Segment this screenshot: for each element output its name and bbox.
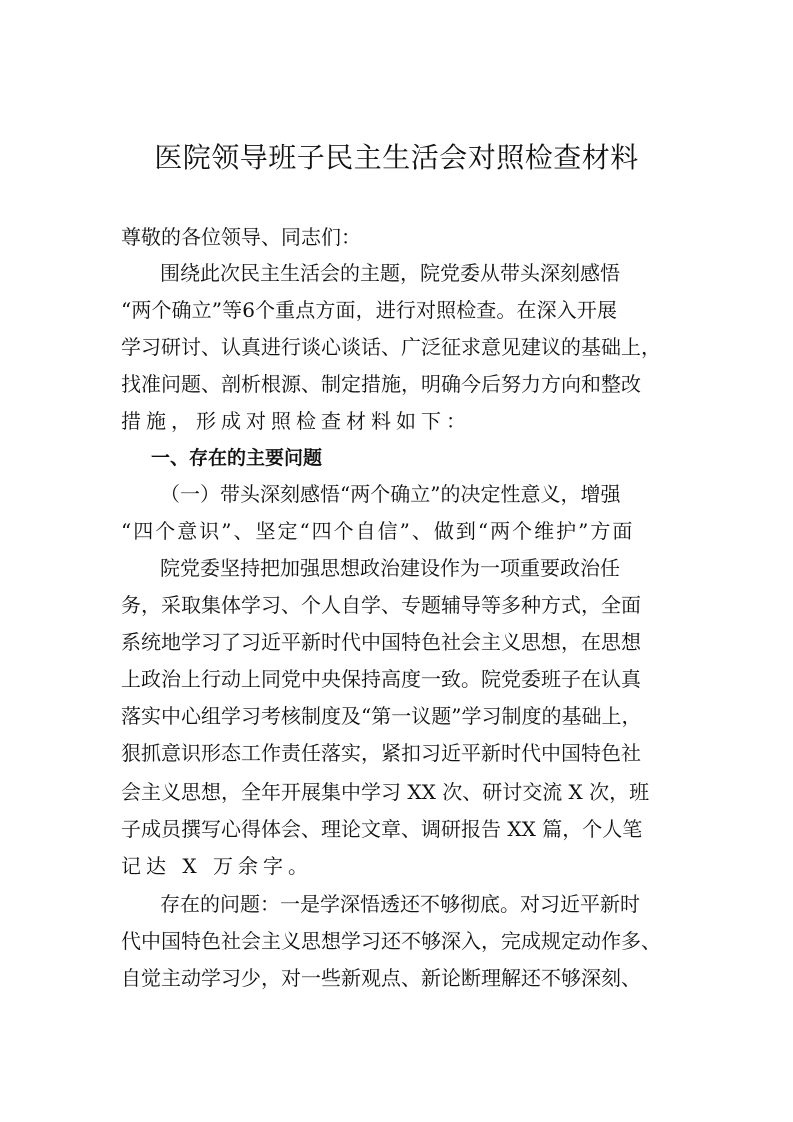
subsection-heading: “四个意识”、坚定“四个自信”、做到“两个维护”方面 [121, 519, 635, 543]
salutation: 尊敬的各位领导、同志们： [121, 225, 361, 249]
document-title: 医院领导班子民主生活会对照检查材料 [154, 141, 639, 174]
paragraph-line: 院党委坚持把加强思想政治建设作为一项重要政治任 [160, 556, 620, 580]
paragraph-line: 系统地学习了习近平新时代中国特色社会主义思想，在思想 [121, 630, 641, 654]
section-heading: 一、存在的主要问题 [151, 447, 323, 469]
paragraph-line: 记达 X 万余字。 [121, 854, 313, 878]
intro-line: 学习研讨、认真进行谈心谈话、广泛征求意见建议的基础上， [121, 335, 661, 359]
paragraph-line: 狠抓意识形态工作责任落实，紧扣习近平新时代中国特色社 [121, 741, 641, 765]
paragraph-line: 存在的问题：一是学深悟透还不够彻底。对习近平新时 [160, 892, 640, 916]
subsection-heading: （一）带头深刻感悟“两个确立”的决定性意义，增强 [160, 482, 621, 506]
intro-line: 找准问题、剖析根源、制定措施，明确今后努力方向和整改 [121, 372, 641, 396]
intro-line: “两个确立”等6个重点方面，进行对照检查。在深入开展 [121, 298, 617, 322]
paragraph-line: 自觉主动学习少，对一些新观点、新论断理解还不够深刻、 [121, 966, 641, 990]
intro-line: 措施，形成对照检查材料如下： [121, 409, 471, 433]
paragraph-line: 会主义思想，全年开展集中学习 XX 次、研讨交流 X 次，班 [121, 780, 650, 804]
intro-line: 围绕此次民主生活会的主题，院党委从带头深刻感悟 [160, 261, 620, 285]
paragraph-line: 落实中心组学习考核制度及“第一议题”学习制度的基础上， [121, 704, 642, 728]
paragraph-line: 子成员撰写心得体会、理论文章、调研报告 XX 篇，个人笔 [121, 817, 643, 841]
paragraph-line: 代中国特色社会主义思想学习还不够深入，完成规定动作多、 [121, 929, 661, 953]
paragraph-line: 上政治上行动上同党中央保持高度一致。院党委班子在认真 [121, 667, 641, 691]
paragraph-line: 务，采取集体学习、个人自学、专题辅导等多种方式，全面 [121, 593, 641, 617]
